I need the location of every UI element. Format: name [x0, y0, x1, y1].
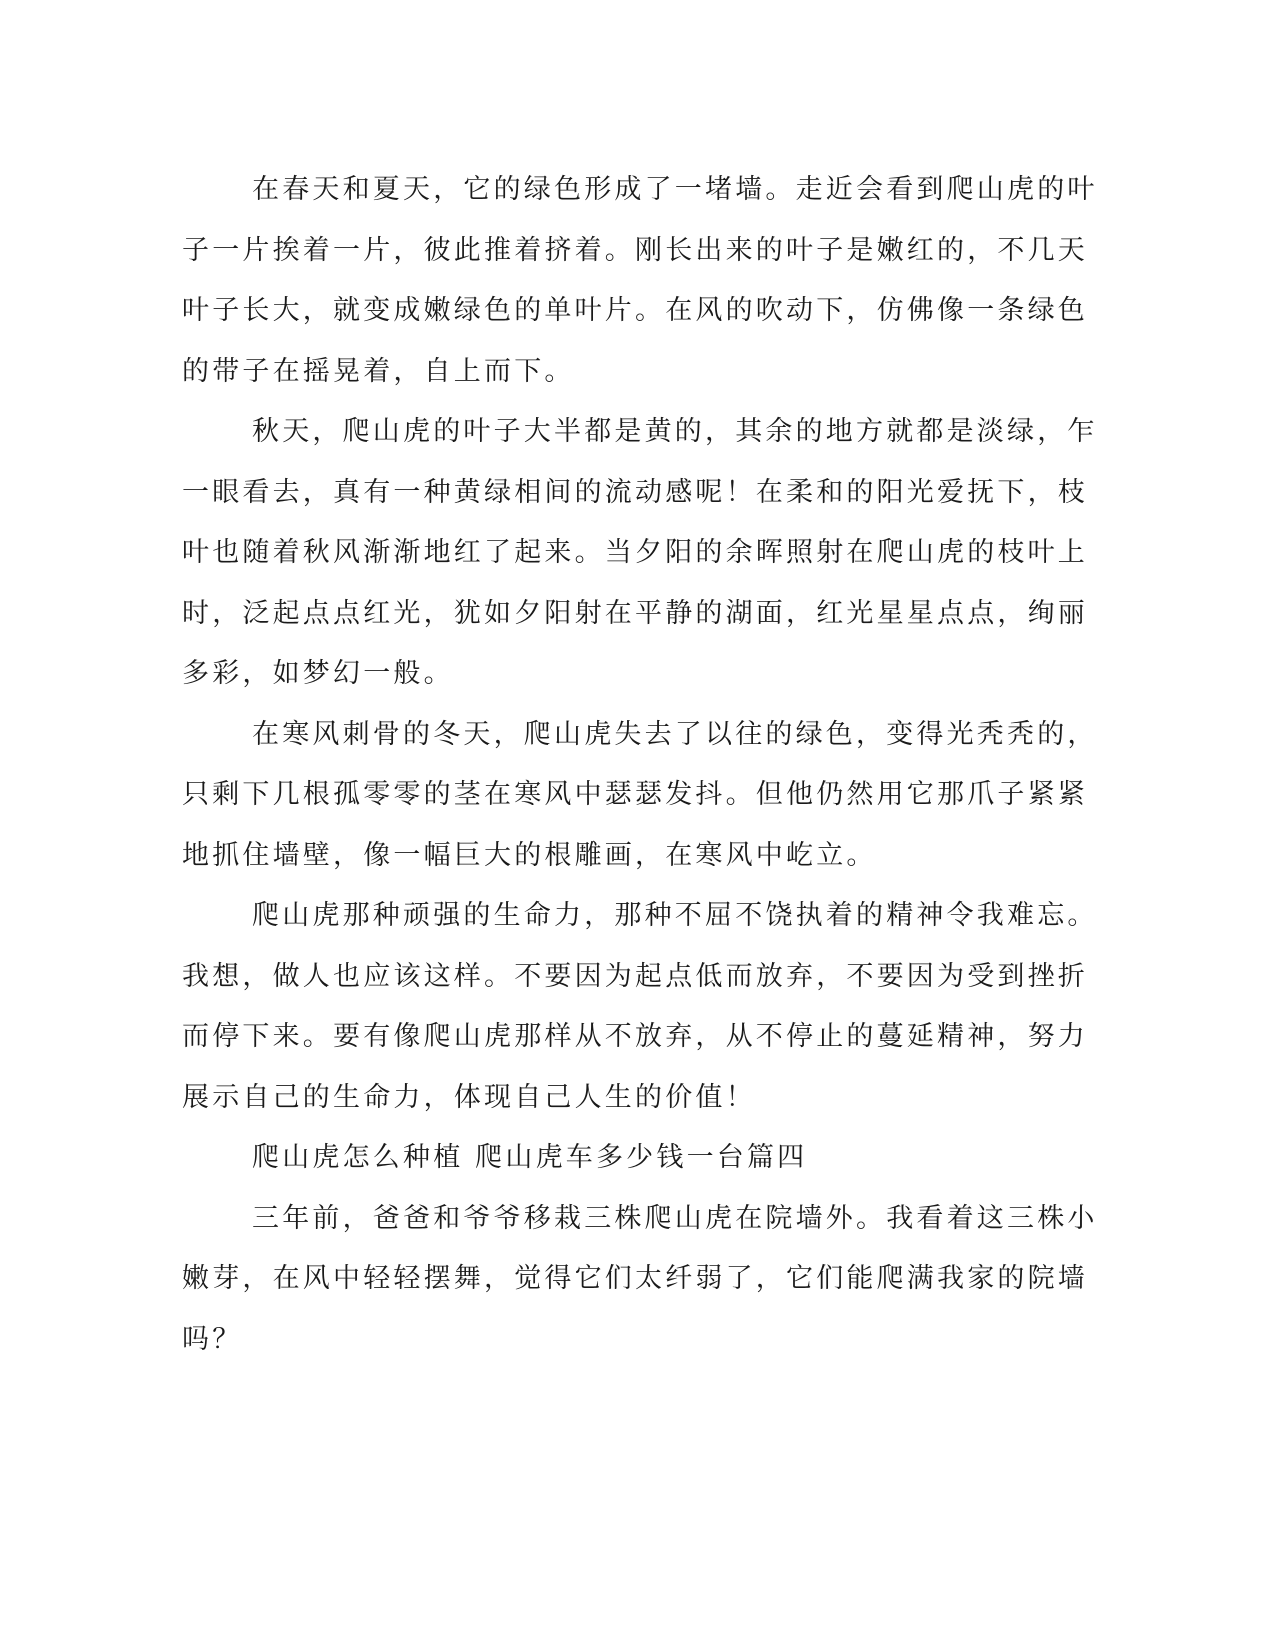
text-line: 地抓住墙壁，像一幅巨大的根雕画，在寒风中屹立。: [182, 839, 877, 871]
text-line: 只剩下几根孤零零的茎在寒风中瑟瑟发抖。但他仍然用它那爪子紧紧: [182, 779, 1088, 810]
text-line: 的带子在摇晃着，自上而下。: [182, 355, 575, 387]
text-line: 时，泛起点点红光，犹如夕阳射在平静的湖面，红光星星点点，绚丽: [182, 597, 1088, 629]
text-line: 叶子长大，就变成嫩绿色的单叶片。在风的吹动下，仿佛像一条绿色: [182, 295, 1088, 326]
text-line: 在寒风刺骨的冬天，爬山虎失去了以往的绿色，变得光秃秃的，: [252, 718, 1098, 750]
paragraph-three-years-ago: [182, 1189, 1098, 1371]
text-line: 叶也随着秋风渐渐地红了起来。当夕阳的余晖照射在爬山虎的枝叶上: [182, 537, 1088, 568]
section-title: 爬山虎怎么种植 爬山虎车多少钱一台篇四: [252, 1142, 808, 1173]
text-line: 而停下来。要有像爬山虎那样从不放弃，从不停止的蔓延精神，努力: [182, 1021, 1088, 1052]
text-line: 多彩，如梦幻一般。: [182, 658, 454, 689]
text-line: 子一片挨着一片，彼此推着挤着。刚长出来的叶子是嫩红的，不几天: [182, 234, 1088, 266]
text-line: 我想，做人也应该这样。不要因为起点低而放弃，不要因为受到挫折: [182, 960, 1088, 992]
text-line: 三年前，爸爸和爷爷移栽三株爬山虎在院墙外。我看着这三株小: [252, 1202, 1098, 1234]
document-body: [182, 160, 1098, 1370]
paragraph-spring-summer: [182, 160, 1098, 402]
text-line: 嫩芽，在风中轻轻摆舞，觉得它们太纤弱了，它们能爬满我家的院墙: [182, 1263, 1088, 1294]
text-line: 爬山虎那种顽强的生命力，那种不屈不饶执着的精神令我难忘。: [252, 900, 1098, 931]
text-line: 吗？: [182, 1323, 243, 1355]
paragraph-winter: [182, 705, 1098, 887]
text-line: 在春天和夏天，它的绿色形成了一堵墙。走近会看到爬山虎的叶: [252, 174, 1098, 205]
text-line: 展示自己的生命力，体现自己人生的价值！: [182, 1081, 756, 1113]
paragraph-autumn: [182, 402, 1098, 705]
section-heading: [182, 1128, 1027, 1189]
text-line: 秋天，爬山虎的叶子大半都是黄的，其余的地方就都是淡绿，乍: [252, 416, 1098, 447]
text-line: 一眼看去，真有一种黄绿相间的流动感呢！在柔和的阳光爱抚下，枝: [182, 476, 1088, 508]
paragraph-reflection: [182, 886, 1098, 1128]
